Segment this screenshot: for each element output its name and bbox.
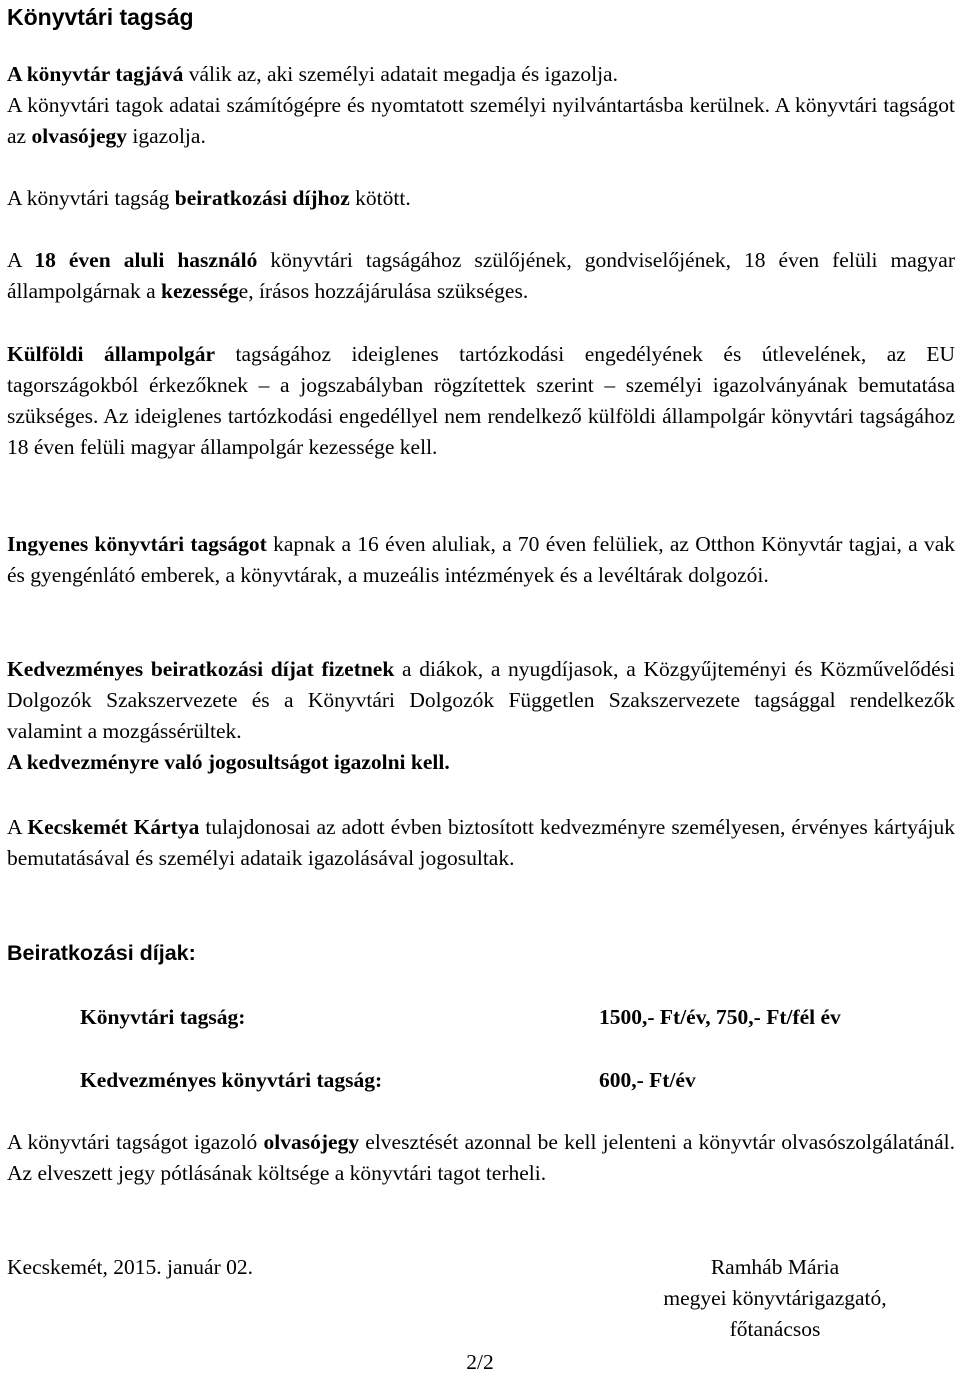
fee-value: 600,- Ft/év [599,1068,696,1092]
page-number: 2/2 [466,1350,494,1374]
emphasis-discounted-fee: Kedvezményes beiratkozási díjat fizetnek [7,657,395,681]
paragraph-kecskemet-card: A Kecskemét Kártya tulajdonosai az adott évben biztosított kedvezményre személyesen, érvényes kártyájuk bemutatásával és személyi adataik igazolásával jogosultak. [7,815,955,870]
fee-label: Könyvtári tagság: [80,1005,246,1029]
paragraph-free-membership: Ingyenes könyvtári tagságot kapnak a 16 éven aluliak, a 70 éven felüliek, az Otthon Könyvtár tagjai, a vak és gyengénlátó emberek, a könyvtárak, a muzeális intézmények és a levéltárak dolgozói. [7,532,955,587]
signatory-name: Ramháb Mária [710,1255,840,1279]
emphasis-under-18: 18 éven aluli használó [34,248,258,272]
place-and-date: Kecskemét, 2015. január 02. [7,1255,253,1279]
paragraph-lost-card: A könyvtári tagságot igazoló olvasójegy elvesztését azonnal be kell jelenteni a könyvtár olvasószolgálatánál. Az elveszett jegy pótlásának költsége a könyvtári tagot terheli. [7,1130,955,1185]
document-title: Könyvtári tagság [7,4,194,30]
signature-block [620,1252,930,1345]
emphasis-reader-card-lost: olvasójegy [263,1130,360,1154]
emphasis-kecskemet-card: Kecskemét Kártya [27,815,200,839]
paragraph-foreign-citizens: Külföldi állampolgár tagságához ideiglenes tartózkodási engedélyének és útlevelének, az EU tagországokból érkezőknek – a jogszabályban rögzítettek szerint – személyi igazolványának bemutatása szükséges. Az ideiglenes tartózkodási engedéllyel nem rendelkező külföldi állampolgár könyvtári tagságához 18 éven felüli magyar állampolgár kezessége kell. [7,342,955,459]
fee-label: Kedvezményes könyvtári tagság: [80,1068,383,1092]
signatory-title: főtanácsos [729,1317,821,1341]
fees-heading: Beiratkozási díjak: [7,941,196,965]
paragraph-membership-intro: A könyvtár tagjává válik az, aki személyi adatait megadja és igazolja. A könyvtári tagok adatai számítógépre és nyomtatott személyi nyilvántartásba kerülnek. A könyvtári tagságot az olvasójegy igazolja. [7,62,955,148]
signatory-role: megyei könyvtárigazgató, [663,1286,887,1310]
emphasis-free-membership: Ingyenes könyvtári tagságot [7,532,267,556]
paragraph-under-18: A 18 éven aluli használó könyvtári tagságához szülőjének, gondviselőjének, 18 éven felüli magyar állampolgárnak a kezessége, írásos hozzájárulása szükséges. [7,248,956,303]
emphasis-membership: A könyvtár tagjává [7,62,184,86]
fee-value: 1500,- Ft/év, 750,- Ft/fél év [599,1005,841,1029]
emphasis-guarantee: kezesség [161,279,239,303]
paragraph-registration-fee-note: A könyvtári tagság beiratkozási díjhoz kötött. [7,186,411,210]
emphasis-registration-fee: beiratkozási díjhoz [174,186,350,210]
emphasis-eligibility: A kedvezményre való jogosultságot igazolni kell. [7,750,450,774]
emphasis-foreign-citizen: Külföldi állampolgár [7,342,216,366]
emphasis-reader-card: olvasójegy [31,124,128,148]
paragraph-discounted-fee: Kedvezményes beiratkozási díjat fizetnek a diákok, a nyugdíjasok, a Közgyűjteményi és Közművelődési Dolgozók Szakszervezete és a Könyvtári Dolgozók Független Szakszervezete tagsággal rendelkezők valamint a mozgássérültek. A kedvezményre való jogosultságot igazolni kell. [7,657,955,774]
